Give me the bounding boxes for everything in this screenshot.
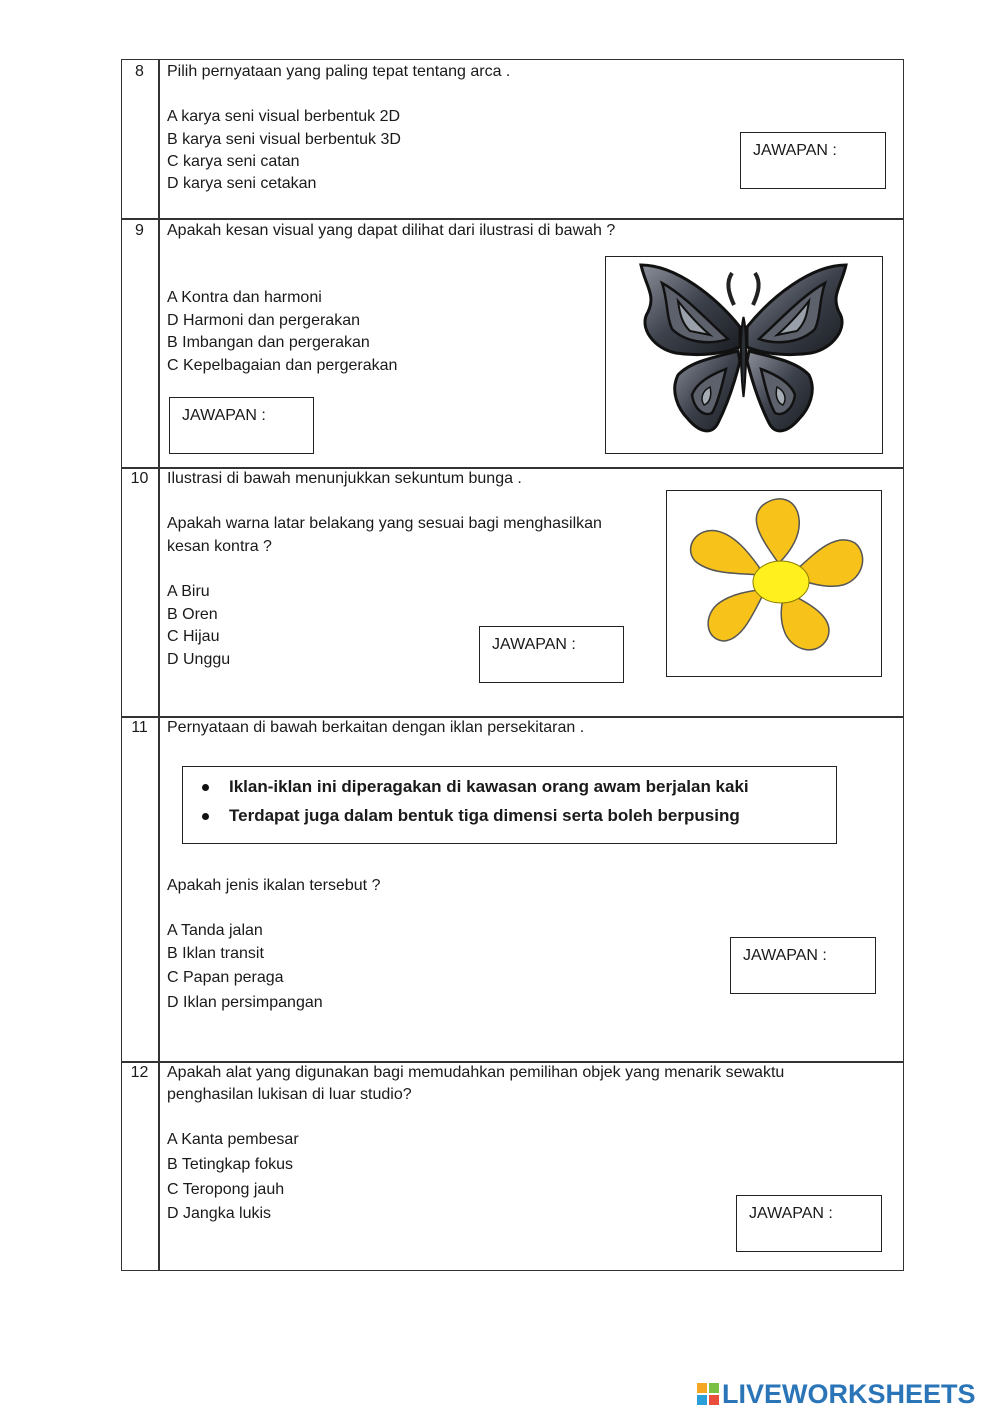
option-d: D Iklan persimpangan bbox=[167, 994, 323, 1011]
question-subprompt: Apakah jenis ikalan tersebut ? bbox=[167, 877, 381, 894]
option-a: A Kanta pembesar bbox=[167, 1131, 299, 1148]
statement-box bbox=[182, 766, 837, 844]
option-c: C Hijau bbox=[167, 628, 220, 645]
question-prompt: Pilih pernyataan yang paling tepat tentang arca . bbox=[167, 63, 511, 80]
option-d: D karya seni cetakan bbox=[167, 175, 317, 192]
question-prompt: Ilustrasi di bawah menunjukkan sekuntum bunga . bbox=[167, 470, 522, 487]
answer-label: JAWAPAN : bbox=[743, 947, 827, 964]
option-c: C Papan peraga bbox=[167, 969, 284, 986]
answer-label: JAWAPAN : bbox=[182, 407, 266, 424]
answer-label: JAWAPAN : bbox=[753, 142, 837, 159]
question-number: 9 bbox=[135, 222, 144, 239]
butterfly-image-frame bbox=[605, 256, 883, 454]
option-b: B karya seni visual berbentuk 3D bbox=[167, 131, 401, 148]
answer-box[interactable] bbox=[730, 937, 876, 994]
question-subprompt: Apakah warna latar belakang yang sesuai bagi menghasilkan bbox=[167, 515, 602, 532]
option-a: A Biru bbox=[167, 583, 210, 600]
statement-bullet bbox=[229, 805, 740, 827]
option-a: A Tanda jalan bbox=[167, 922, 263, 939]
option-b: B Iklan transit bbox=[167, 945, 264, 962]
flower-image-frame bbox=[666, 490, 882, 677]
option-a: A Kontra dan harmoni bbox=[167, 289, 322, 306]
answer-box[interactable] bbox=[169, 397, 314, 454]
option-d: D Unggu bbox=[167, 651, 231, 668]
question-prompt: Apakah alat yang digunakan bagi memudahkan pemilihan objek yang menarik sewaktu bbox=[167, 1064, 785, 1081]
option-c: C karya seni catan bbox=[167, 153, 300, 170]
question-prompt: Apakah kesan visual yang dapat dilihat dari ilustrasi di bawah ? bbox=[167, 222, 616, 239]
liveworksheets-logo[interactable] bbox=[697, 1380, 976, 1408]
question-prompt: Pernyataan di bawah berkaitan dengan iklan persekitaran . bbox=[167, 719, 585, 736]
option-b: B Oren bbox=[167, 606, 218, 623]
question-prompt: penghasilan lukisan di luar studio? bbox=[167, 1086, 412, 1103]
bullet-dot bbox=[202, 784, 209, 791]
question-number: 10 bbox=[130, 470, 149, 487]
butterfly-illustration bbox=[606, 257, 881, 452]
question-subprompt: kesan kontra ? bbox=[167, 538, 272, 555]
bullet-dot bbox=[202, 813, 209, 820]
question-number: 8 bbox=[135, 63, 144, 80]
answer-label: JAWAPAN : bbox=[492, 636, 576, 653]
column-divider bbox=[158, 59, 160, 1271]
yellow-flower-illustration bbox=[667, 491, 880, 675]
option-c: C Kepelbagaian dan pergerakan bbox=[167, 357, 398, 374]
statement-bullet bbox=[229, 776, 749, 798]
answer-box[interactable] bbox=[479, 626, 624, 683]
statement-text: Terdapat juga dalam bentuk tiga dimensi serta boleh berpusing bbox=[229, 806, 740, 825]
option-d: D Harmoni dan pergerakan bbox=[167, 312, 360, 329]
logo-icon bbox=[697, 1383, 719, 1405]
option-b: B Tetingkap fokus bbox=[167, 1156, 294, 1173]
answer-label: JAWAPAN : bbox=[749, 1205, 833, 1222]
answer-box[interactable] bbox=[736, 1195, 882, 1252]
option-a: A karya seni visual berbentuk 2D bbox=[167, 108, 401, 125]
logo-text: LIVEWORKSHEETS bbox=[722, 1378, 976, 1409]
question-number: 12 bbox=[130, 1064, 149, 1081]
option-d: D Jangka lukis bbox=[167, 1205, 272, 1222]
option-c: C Teropong jauh bbox=[167, 1181, 285, 1198]
answer-box[interactable] bbox=[740, 132, 886, 189]
option-b: B Imbangan dan pergerakan bbox=[167, 334, 370, 351]
question-number: 11 bbox=[131, 719, 148, 736]
statement-text: Iklan-iklan ini diperagakan di kawasan orang awam berjalan kaki bbox=[229, 777, 749, 796]
